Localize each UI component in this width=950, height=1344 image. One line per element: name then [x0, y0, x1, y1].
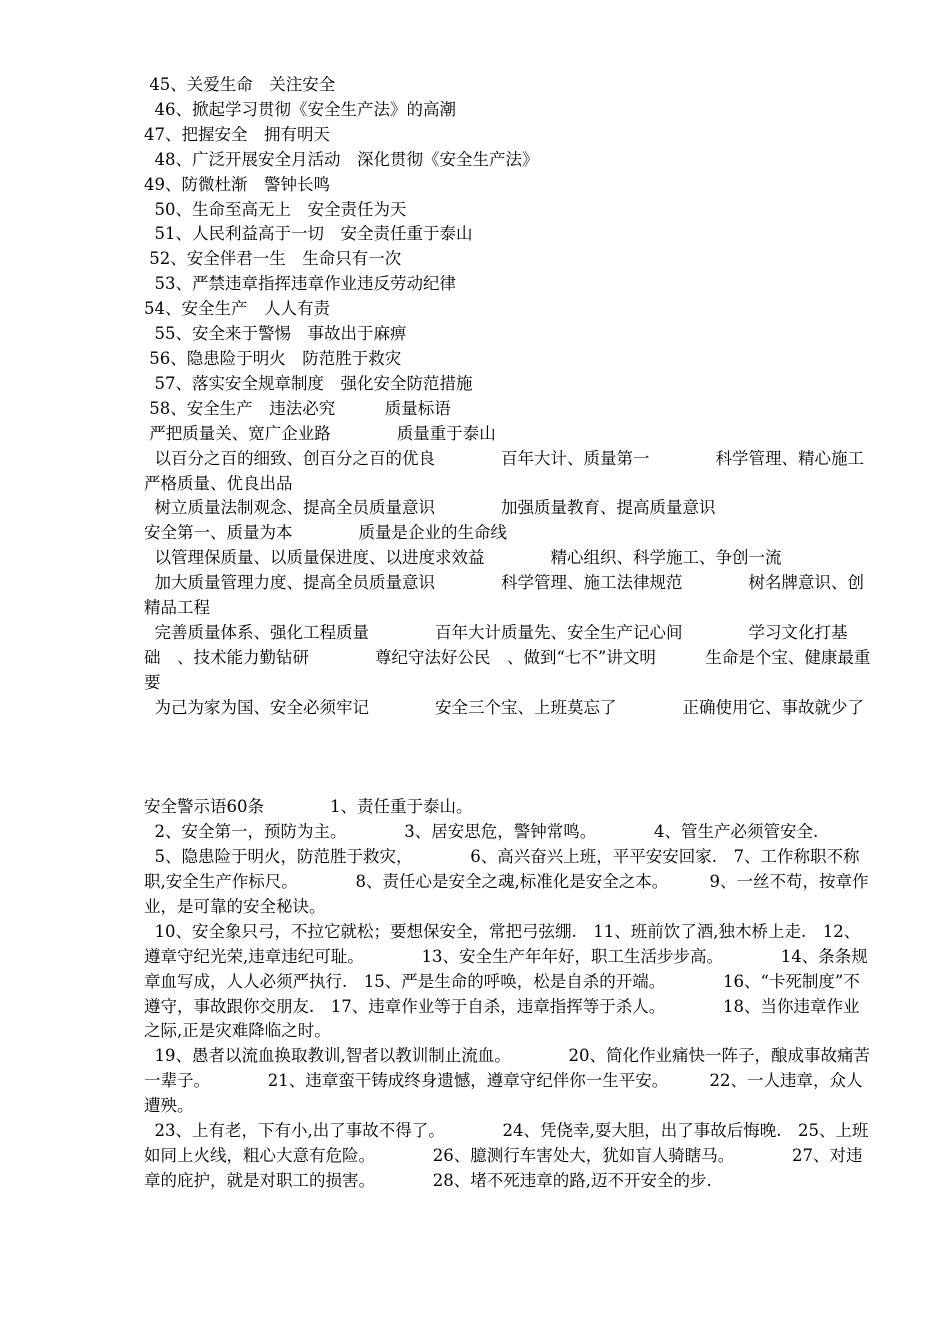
warning-paragraph: 19、愚者以流血换取教训,智者以教训制止流血。 20、简化作业痛快一阵子，酿成事故痛苦一辈子。 21、违章蛮干铸成终身遗憾，遵章守纪伴你一生平安。 22、一人违章，众人遭殃。 — [144, 1046, 870, 1116]
document-page — [144, 73, 930, 1194]
quality-slogan-line: 加大质量管理力度、提高全员质量意识 科学管理、施工法律规范 树名牌意识、创精品工程 — [144, 573, 864, 618]
slogan-45: 45、关爱生命 关注安全 — [144, 75, 336, 94]
slogan-48: 48、广泛开展安全月活动 深化贯彻《安全生产法》 — [144, 149, 539, 169]
quality-slogan-line: 以百分之百的细致、创百分之百的优良 百年大计、质量第一 科学管理、精心施工 严格质量、优良出品 — [144, 448, 930, 493]
quality-slogan-line: 以管理保质量、以质量保进度、以进度求效益 精心组织、科学施工、争创一流 — [144, 548, 782, 568]
slogan-58: 58、安全生产 违法必究 质量标语 — [144, 398, 451, 418]
slogan-51: 51、人民利益高于一切 安全责任重于泰山 — [144, 224, 473, 244]
slogan-54: 54、安全生产 人人有责 — [144, 299, 330, 319]
slogan-49: 49、防微杜渐 警钟长鸣 — [144, 174, 330, 194]
quality-slogan-line: 严把质量关、宽广企业路 质量重于泰山 — [144, 423, 496, 443]
safety-slogans-section — [144, 73, 930, 721]
slogan-55: 55、安全来于警惕 事故出于麻痹 — [144, 324, 407, 344]
slogan-46: 46、掀起学习贯彻《安全生产法》的高潮 — [144, 99, 456, 119]
quality-slogan-line: 完善质量体系、强化工程质量 百年大计质量先、安全生产记心间 学习文化打基础 、技术能力勤钻研 尊纪守法好公民 、做到“七不”讲文明 生命是个宝、健康最重要 — [144, 622, 871, 692]
slogan-50: 50、生命至高无上 安全责任为天 — [144, 199, 407, 219]
warning-paragraph: 23、上有老，下有小,出了事故不得了。 24、凭侥幸,耍大胆，出了事故后悔晚. 25、上班如同上火线，粗心大意有危险。 26、臆测行车害处大，犹如盲人骑瞎马。 27、对违章的庇护，就是对职工的损害。 28、堵不死违章的路,迈不开安全的步. — [144, 1121, 869, 1190]
slogan-52: 52、安全伴君一生 生命只有一次 — [144, 249, 402, 269]
warnings-heading-line: 安全警示语60条 1、责任重于泰山。 — [144, 797, 473, 817]
quality-slogan-line: 安全第一、质量为本 质量是企业的生命线 — [144, 523, 507, 543]
slogan-47: 47、把握安全 拥有明天 — [144, 124, 330, 144]
safety-warnings-section — [144, 795, 874, 1194]
section-spacer — [144, 721, 874, 796]
quality-slogan-line: 为己为家为国、安全必须牢记 安全三个宝、上班莫忘了 正确使用它、事故就少了 — [144, 697, 864, 717]
warning-paragraph: 10、安全象只弓，不拉它就松；要想保安全，常把弓弦绷. 11、班前饮了酒,独木桥上走. 12、遵章守纪光荣,违章违纪可耻。 13、安全生产年年好，职工生活步步高。 14、条条规章血写成，人人必须严执行. 15、严是生命的呼唤，松是自杀的开端。 16、“卡死制度”不遵守，事故跟你交朋友. 17、违章作业等于自杀，违章指挥等于杀人。 18、当你违章作业之际,正是灾难降临之时。 — [144, 921, 868, 1041]
slogan-57: 57、落实安全规章制度 强化安全防范措施 — [144, 373, 473, 393]
quality-slogan-line: 树立质量法制观念、提高全员质量意识 加强质量教育、提高质量意识 — [144, 498, 716, 518]
slogan-56: 56、隐患险于明火 防范胜于救灾 — [144, 348, 402, 368]
slogan-53: 53、严禁违章指挥违章作业违反劳动纪律 — [144, 274, 456, 294]
warning-paragraph: 2、安全第一，预防为主。 3、居安思危，警钟常鸣。 4、管生产必须管安全. — [144, 822, 819, 842]
warning-paragraph: 5、隐患险于明火，防范胜于救灾， 6、高兴奋兴上班，平平安安回家. 7、工作称职不称职,安全生产作标尺。 8、责任心是安全之魂,标准化是安全之本。 9、一丝不苟，按章作业，是可靠的安全秘诀。 — [144, 847, 869, 916]
